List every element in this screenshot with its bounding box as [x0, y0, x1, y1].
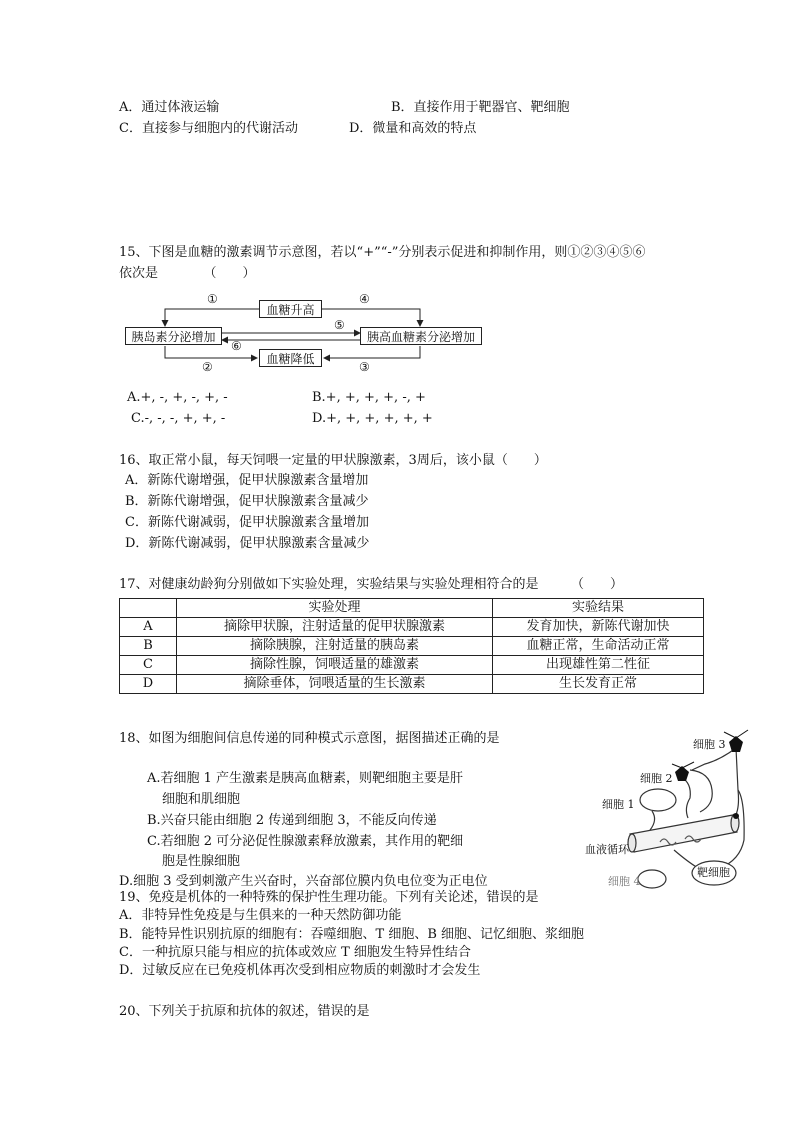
q18-option-b: B.兴奋只能由细胞 2 传递到细胞 3，不能反向传递: [147, 813, 437, 828]
q19-stem: 19、免疫是机体的一种特殊的保护性生理功能。下列有关论述，错误的是: [119, 890, 539, 905]
q18-option-c-line1: C.若细胞 2 可分泌促性腺激素释放激素，其作用的靶细: [147, 834, 464, 849]
q19-option-a: A．非特异性免疫是与生俱来的一种天然防御功能: [119, 908, 402, 923]
cell3-label: 细胞 3: [693, 738, 726, 751]
table-cell: A: [120, 618, 177, 637]
q14-option-b: B．直接作用于靶器官、靶细胞: [391, 100, 570, 115]
label-3: ③: [359, 360, 370, 374]
table-cell: C: [120, 656, 177, 675]
table-header: 实验结果: [493, 599, 704, 618]
q15-option-a: A.+, -, +, -, +, -: [127, 390, 228, 405]
q16-option-a: A．新陈代谢增强，促甲状腺激素含量增加: [125, 473, 369, 488]
cell4-label: 细胞 4: [608, 875, 641, 888]
q16-option-b: B．新陈代谢增强，促甲状腺激素含量减少: [125, 494, 369, 509]
table-cell: 出现雄性第二性征: [493, 656, 704, 675]
table-cell: 摘除胰腺，注射适量的胰岛素: [177, 637, 493, 656]
label-5: ⑤: [334, 318, 345, 332]
cell2-label: 细胞 2: [640, 772, 673, 785]
q20-stem: 20、下列关于抗原和抗体的叙述，错误的是: [119, 1004, 370, 1019]
table-cell: 血糖正常，生命活动正常: [493, 637, 704, 656]
table-cell: 发育加快，新陈代谢加快: [493, 618, 704, 637]
label-4: ④: [359, 292, 370, 306]
table-header: 实验处理: [177, 599, 493, 618]
target-cell-label: 靶细胞: [697, 866, 730, 879]
q15-stem-line1: 15、下图是血糖的激素调节示意图，若以“+”“-”分别表示促进和抑制作用，则①②③④⑤⑥: [119, 245, 646, 260]
q16-stem: 16、取正常小鼠，每天饲喂一定量的甲状腺激素，3周后，该小鼠（ ）: [119, 453, 547, 468]
cell1-label: 细胞 1: [602, 798, 635, 811]
q16-option-c: C．新陈代谢减弱，促甲状腺激素含量增加: [125, 515, 369, 530]
blood-sugar-fall-box: 血糖降低: [259, 349, 322, 367]
q16-option-d: D．新陈代谢减弱，促甲状腺激素含量减少: [125, 536, 370, 551]
q15-option-d: D.+, +, +, +, +, +: [312, 411, 433, 426]
table-cell: D: [120, 675, 177, 694]
q14-option-d: D．微量和高效的特点: [349, 121, 477, 136]
label-1: ①: [207, 292, 218, 306]
q14-option-a: A．通过体液运输: [119, 100, 220, 115]
glucagon-box: 胰高血糖素分泌增加: [360, 327, 482, 345]
q18-option-c-line2: 胞是性腺细胞: [162, 854, 241, 869]
q19-option-c: C．一种抗原只能与相应的抗体或效应 T 细胞发生特异性结合: [119, 945, 471, 960]
q18-stem: 18、如图为细胞间信息传递的同种模式示意图，据图描述正确的是: [119, 731, 500, 746]
q18-option-a-line1: A.若细胞 1 产生激素是胰高血糖素，则靶细胞主要是肝: [147, 771, 464, 786]
q15-option-b: B.+, +, +, +, -, +: [312, 390, 426, 405]
q15-stem-line2: 依次是 （ ）: [119, 266, 256, 281]
table-cell: B: [120, 637, 177, 656]
q17-stem: 17、对健康幼龄狗分别做如下实验处理，实验结果与实验处理相符合的是 （ ）: [119, 577, 624, 592]
q18-option-d: D.细胞 3 受到刺激产生兴奋时，兴奋部位膜内负电位变为正电位: [119, 874, 488, 889]
q15-option-c: C.-, -, -, +, +, -: [131, 411, 226, 426]
blood-sugar-rise-box: 血糖升高: [259, 300, 322, 318]
table-cell: 摘除垂体，饲喂适量的生长激素: [177, 675, 493, 694]
table-cell: 摘除性腺，饲喂适量的雄激素: [177, 656, 493, 675]
insulin-box: 胰岛素分泌增加: [125, 327, 222, 345]
q14-option-c: C．直接参与细胞内的代谢活动: [119, 121, 298, 136]
label-2: ②: [202, 360, 213, 374]
q18-option-a-line2: 细胞和肌细胞: [162, 792, 241, 807]
label-6: ⑥: [231, 339, 242, 353]
q19-option-b: B．能特异性识别抗原的细胞有：吞噬细胞、T 细胞、B 细胞、记忆细胞、浆细胞: [119, 927, 585, 942]
q19-option-d: D．过敏反应在已免疫机体再次受到相应物质的刺激时才会发生: [119, 963, 481, 978]
table-cell: 生长发育正常: [493, 675, 704, 694]
table-cell: 摘除甲状腺，注射适量的促甲状腺激素: [177, 618, 493, 637]
blood-circulation-label: 血液循环: [585, 843, 629, 856]
